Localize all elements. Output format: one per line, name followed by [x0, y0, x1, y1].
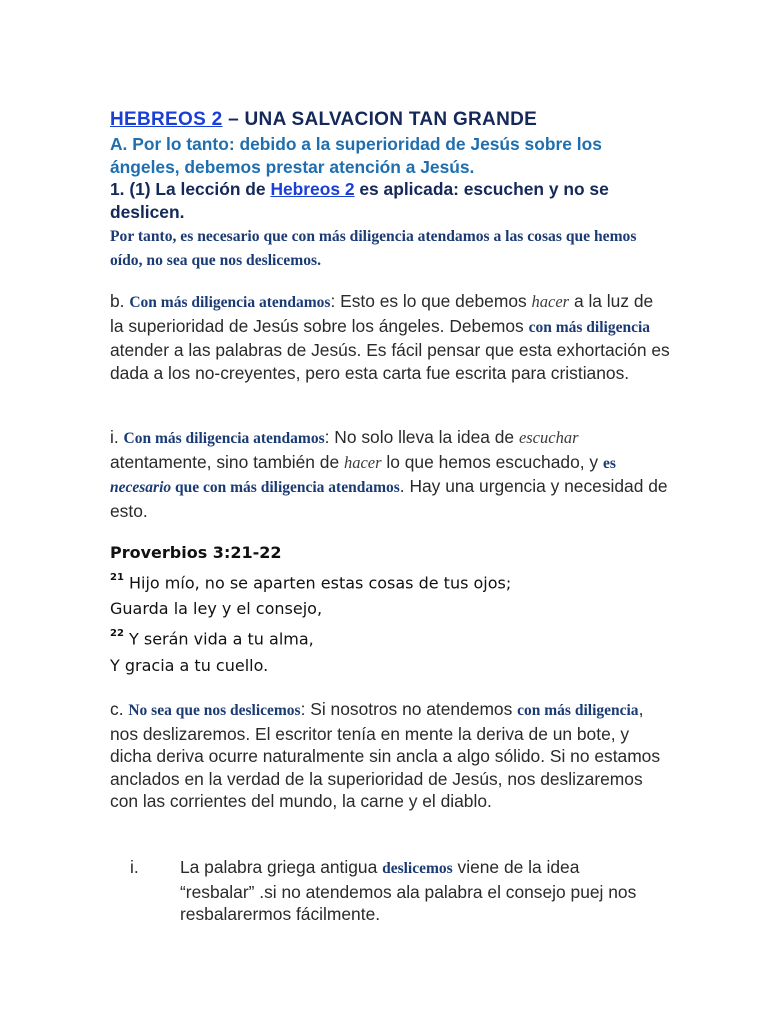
hebreos-2-inline-link[interactable]: Hebreos 2	[270, 179, 355, 199]
paragraph-text: atentamente, sino también de	[110, 451, 344, 472]
quote-phrase: con más diligencia	[517, 702, 639, 719]
italic-word: hacer	[343, 452, 382, 472]
paragraph-text: : Si nosotros no atendemos	[300, 699, 518, 719]
list-number: i.	[130, 857, 139, 877]
italic-word: escuchar	[518, 428, 579, 447]
section-1-pre: 1. (1) La lección de	[110, 179, 271, 199]
verse-line: Guarda la ley y el consejo,	[110, 599, 323, 619]
proverbs-heading: Proverbios 3:21-22	[110, 543, 282, 562]
title-rest: – UNA SALVACION TAN GRANDE	[222, 109, 538, 130]
section-1-heading	[110, 178, 670, 224]
section-a-heading: A. Por lo tanto: debido a la superioridad de Jesús sobre los ángeles, debemos prestar atención a Jesús.	[110, 134, 602, 177]
quote-phrase: deslicemos	[382, 860, 453, 877]
scripture-verse: Por tanto, es necesario que con más diligencia atendamos a las cosas que hemos oído, no sea que nos deslicemos.	[110, 228, 637, 269]
paragraph-text: viene de la idea “resbalar” .si no atendemos ala palabra el consejo puej nos resbalarermos fácilmente.	[180, 857, 637, 924]
paragraph-text: . Hay una urgencia y necesidad de esto.	[110, 476, 668, 521]
quote-phrase-italic: necesario	[110, 479, 172, 496]
paragraph-b-label: b.	[110, 291, 130, 311]
verse-line	[110, 623, 670, 653]
quote-phrase: que con más diligencia atendamos	[171, 479, 400, 496]
verse-number: 21	[110, 571, 124, 583]
quote-phrase: es	[602, 454, 616, 472]
paragraph-text: lo que hemos escuchado, y	[381, 451, 603, 472]
italic-word: hacer	[531, 292, 570, 311]
list-text	[180, 856, 650, 926]
paragraph-text: La palabra griega antigua	[180, 857, 383, 877]
paragraph-text: : Esto es lo que debemos	[330, 291, 532, 311]
hebreos-2-link[interactable]: HEBREOS 2	[110, 109, 223, 130]
paragraph-text: : No solo lleva la idea de	[324, 427, 519, 447]
paragraph-text: , nos deslizaremos. El escritor tenía en mente la deriva de un bote, y dicha deriva ocurre naturalmente sin ancla a algo sólido. Si no estamos anclados en la verdad de la superioridad de Jesús, nos deslizaremos con las corrientes del mundo, la carne y el diablo.	[110, 699, 661, 811]
paragraph-text: a la luz de la superioridad de Jesús sobre los ángeles. Debemos	[110, 291, 654, 336]
proverbs-block	[110, 540, 670, 679]
section-1-post: es aplicada: escuchen y no se deslicen.	[110, 179, 609, 222]
verse-line: Y gracia a tu cuello.	[110, 655, 269, 675]
verse-line	[110, 567, 670, 597]
verse-number: 22	[110, 627, 124, 639]
paragraph-i	[110, 426, 670, 522]
quote-phrase: Con más diligencia atendamos	[129, 294, 331, 311]
paragraph-c-label: c.	[110, 699, 129, 719]
paragraph-c	[110, 698, 670, 813]
verse-text: Hijo mío, no se aparten estas cosas de tus ojos;	[123, 572, 512, 592]
quote-phrase: con más diligencia	[528, 318, 651, 336]
page-title	[110, 108, 670, 132]
paragraph-text: atender a las palabras de Jesús. Es fácil pensar que esta exhortación es dada a los no-creyentes, pero esta carta fue escrita para cristianos.	[110, 340, 670, 383]
paragraph-i-label: i.	[110, 427, 124, 447]
paragraph-b	[110, 290, 670, 384]
verse-text: Y serán vida a tu alma,	[123, 629, 314, 649]
quote-phrase: Con más diligencia atendamos	[123, 430, 325, 447]
quote-phrase: No sea que nos deslicemos	[128, 702, 301, 719]
